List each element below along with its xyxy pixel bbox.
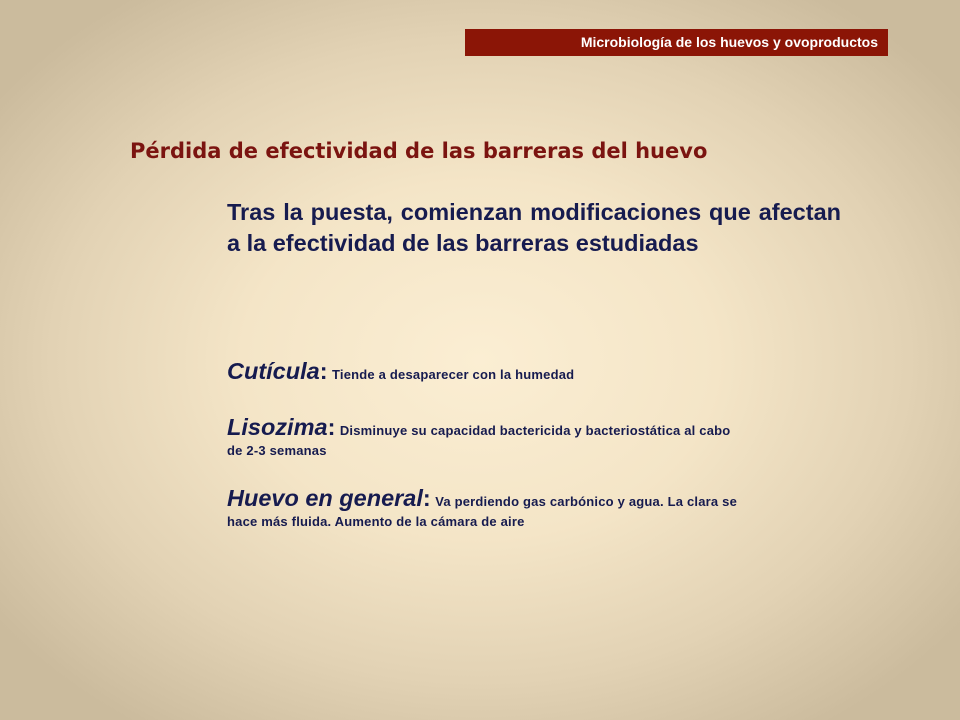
item-description-line2: de 2-3 semanas xyxy=(227,443,327,458)
item-description-line2: hace más fluida. Aumento de la cámara de aire xyxy=(227,514,525,529)
intro-paragraph: Tras la puesta, comienzan modificaciones que afectan a la efectividad de las barreras estudiadas xyxy=(227,199,841,256)
item-term: Huevo en general xyxy=(227,485,423,511)
banner-text: Microbiología de los huevos y ovoproductos xyxy=(580,34,878,50)
item-colon: : xyxy=(319,358,328,384)
item-colon: : xyxy=(327,414,336,440)
item-description: Tiende a desaparecer con la humedad xyxy=(332,367,575,382)
item-cuticula xyxy=(227,356,849,390)
slide-title: Pérdida de efectividad de las barreras del huevo xyxy=(130,139,708,163)
item-term: Cutícula xyxy=(227,358,320,384)
item-description-line1: Disminuye su capacidad bactericida y bacteriostática al cabo xyxy=(339,423,731,438)
item-colon: : xyxy=(422,485,431,511)
header-banner xyxy=(465,29,888,56)
item-description-line1: Va perdiendo gas carbónico y agua. La clara se xyxy=(435,494,738,509)
item-term: Lisozima xyxy=(227,414,328,440)
item-lisozima xyxy=(227,414,849,458)
item-huevo-en-general xyxy=(227,485,849,529)
